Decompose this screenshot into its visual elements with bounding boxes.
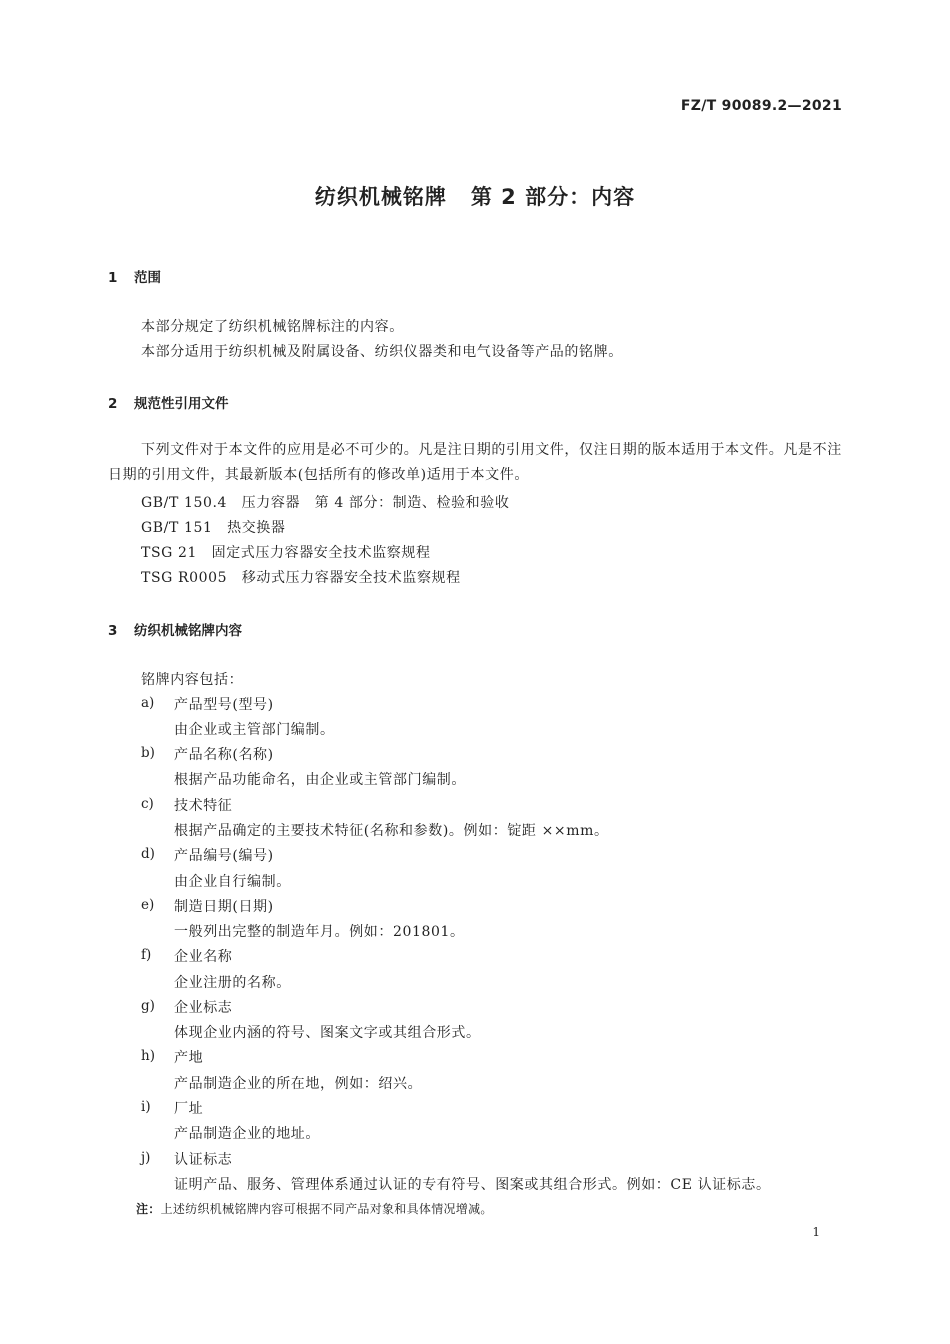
list-item-letter: g) xyxy=(141,998,155,1014)
list-item-desc: 企业注册的名称。 xyxy=(174,975,291,991)
reference-code: TSG 21 xyxy=(141,545,197,561)
list-item-name: 技术特征 xyxy=(174,798,233,814)
list-item-desc: 一般列出完整的制造年月。例如：201801。 xyxy=(174,924,465,940)
list-item-desc: 证明产品、服务、管理体系通过认证的专有符号、图案或其组合形式。例如：CE 认证标志。 xyxy=(174,1177,771,1193)
list-item-name: 产品型号(型号) xyxy=(174,697,274,713)
section-title: 范围 xyxy=(134,270,161,286)
section-heading xyxy=(108,619,242,639)
list-item-desc: 产品制造企业的地址。 xyxy=(174,1126,320,1142)
section-title: 纺织机械铭牌内容 xyxy=(134,623,242,639)
reference-title: 热交换器 xyxy=(227,520,286,536)
list-item-name: 产品名称(名称) xyxy=(174,747,274,763)
section-title: 规范性引用文件 xyxy=(134,396,229,412)
standard-code: FZ/T 90089.2—2021 xyxy=(680,98,842,114)
section-number: 3 xyxy=(108,623,118,639)
list-item-letter: a) xyxy=(141,695,155,711)
list-item-letter: c) xyxy=(141,796,154,812)
reference-item xyxy=(141,567,461,587)
reference-code: TSG R0005 xyxy=(141,570,228,586)
list-item-letter: h) xyxy=(141,1048,155,1064)
page-number: 1 xyxy=(812,1225,820,1239)
reference-code: GB/T 151 xyxy=(141,520,213,536)
list-item-letter: f) xyxy=(141,947,152,963)
reference-title: 固定式压力容器安全技术监察规程 xyxy=(211,545,431,561)
page-title xyxy=(0,181,950,211)
reference-title: 移动式压力容器安全技术监察规程 xyxy=(241,570,461,586)
reference-item xyxy=(141,517,286,537)
section-number: 1 xyxy=(108,270,118,286)
paragraph: 本部分规定了纺织机械铭牌标注的内容。 xyxy=(141,319,404,335)
paragraph: 铭牌内容包括： xyxy=(141,672,244,688)
note-label: 注： xyxy=(136,1202,161,1216)
reference-item xyxy=(141,492,509,512)
list-item-letter: e) xyxy=(141,897,155,913)
reference-title: 压力容器 第 4 部分：制造、检验和验收 xyxy=(241,495,510,511)
list-item-letter: d) xyxy=(141,846,155,862)
list-item-name: 产地 xyxy=(174,1050,204,1066)
list-item-name: 厂址 xyxy=(174,1101,204,1117)
note-text: 上述纺织机械铭牌内容可根据不同产品对象和具体情况增减。 xyxy=(160,1202,493,1216)
list-item-desc: 由企业或主管部门编制。 xyxy=(174,722,335,738)
section-heading xyxy=(108,266,161,286)
reference-item xyxy=(141,542,431,562)
title-sub: 第 2 部分：内容 xyxy=(470,185,636,209)
reference-code: GB/T 150.4 xyxy=(141,495,228,511)
list-item-desc: 体现企业内涵的符号、图案文字或其组合形式。 xyxy=(174,1025,481,1041)
paragraph: 下列文件对于本文件的应用是必不可少的。凡是注日期的引用文件，仅注日期的版本适用于本文件。凡是不注日期的引用文件，其最新版本(包括所有的修改单)适用于本文件。 xyxy=(108,442,842,483)
list-item-name: 制造日期(日期) xyxy=(174,899,274,915)
list-item-desc: 根据产品确定的主要技术特征(名称和参数)。例如：锭距 ××mm。 xyxy=(174,823,609,839)
list-item-name: 认证标志 xyxy=(174,1152,233,1168)
list-item-name: 企业名称 xyxy=(174,949,233,965)
list-item-letter: j) xyxy=(141,1150,151,1166)
title-main: 纺织机械铭牌 xyxy=(314,185,447,209)
list-item-desc: 根据产品功能命名，由企业或主管部门编制。 xyxy=(174,772,466,788)
list-item-desc: 由企业自行编制。 xyxy=(174,874,291,890)
list-item-desc: 产品制造企业的所在地，例如：绍兴。 xyxy=(174,1076,423,1092)
section-number: 2 xyxy=(108,396,118,412)
list-item-name: 企业标志 xyxy=(174,1000,233,1016)
list-item-name: 产品编号(编号) xyxy=(174,848,274,864)
note xyxy=(136,1200,493,1217)
list-item-letter: b) xyxy=(141,745,155,761)
list-item-letter: i) xyxy=(141,1099,151,1115)
paragraph: 本部分适用于纺织机械及附属设备、纺织仪器类和电气设备等产品的铭牌。 xyxy=(141,344,623,360)
section-heading xyxy=(108,392,229,412)
